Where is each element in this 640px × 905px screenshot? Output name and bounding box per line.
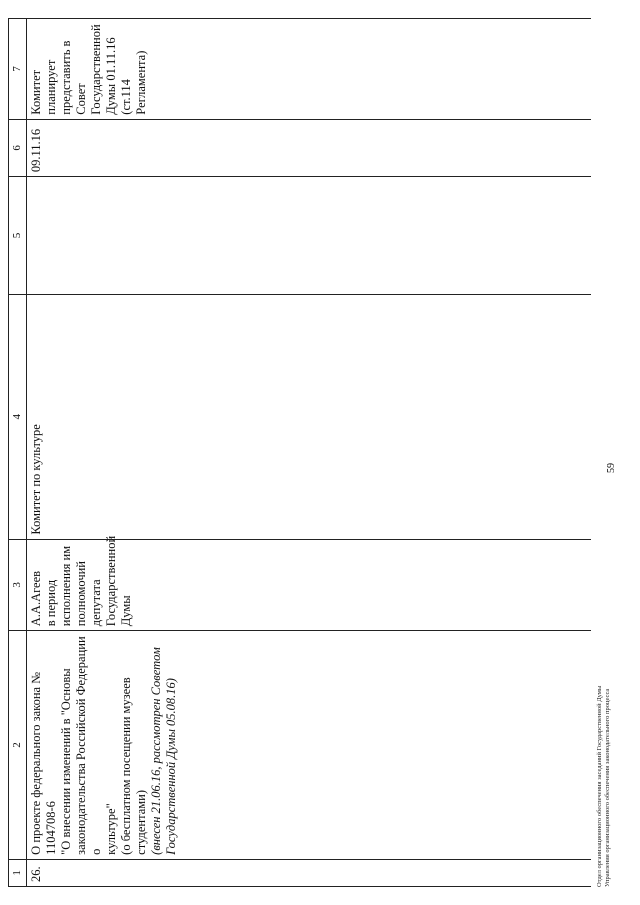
status-line: представить в Совет (59, 40, 88, 115)
bill-title-cell (27, 631, 592, 860)
header-col-6: 6 (9, 119, 27, 176)
author-line: полномочий (74, 561, 88, 627)
bill-title-line: законодательства Российской Федерации о (74, 636, 103, 855)
bill-title-line: О проекте федерального закона № 1104708-6 (29, 671, 58, 855)
status-line: (ст.114 Регламента) (119, 50, 148, 115)
page-number: 59 (606, 463, 617, 473)
bill-title-line: (о бесплатном посещении музеев студентами) (119, 677, 148, 855)
page-footer (596, 686, 612, 887)
row-number: 26. (27, 859, 592, 886)
header-col-2: 2 (9, 631, 27, 860)
header-col-4: 4 (9, 294, 27, 539)
table-row (27, 19, 592, 887)
author-line: Государственной (104, 535, 118, 627)
committee-cell: Комитет по культуре (27, 294, 592, 539)
bill-note-line: Государственной Думы 05.08.16) (164, 678, 178, 855)
header-col-1: 1 (9, 859, 27, 886)
status-cell (27, 19, 592, 120)
bill-note-line: (внесен 21.06.16, рассмотрен Советом (149, 647, 163, 855)
status-line: Государственной (89, 24, 103, 115)
bills-table (8, 18, 591, 887)
footer-line: Управления организационного обеспечения законодательного процесса (604, 688, 611, 887)
author-cell (27, 535, 592, 631)
header-col-3: 3 (9, 539, 27, 631)
bill-title-line: культуре" (104, 803, 118, 855)
author-line: Думы (119, 595, 133, 627)
status-line: Комитет планирует (29, 59, 58, 115)
author-line: А.А.Агеев (29, 570, 43, 627)
date-cell: 09.11.16 (27, 119, 592, 176)
bill-title-line: "О внесении изменений в "Основы (59, 668, 73, 855)
author-line: исполнения им (59, 545, 73, 627)
col5-cell (27, 177, 592, 295)
status-line: Думы 01.11.16 (104, 37, 118, 115)
author-line: в период (44, 579, 58, 627)
header-col-7: 7 (9, 19, 27, 120)
header-col-5: 5 (9, 177, 27, 295)
footer-line: Отдел организационного обеспечения заседаний Государственной Думы (596, 685, 603, 887)
author-line: депутата (89, 579, 103, 627)
table-header-row (9, 19, 27, 887)
